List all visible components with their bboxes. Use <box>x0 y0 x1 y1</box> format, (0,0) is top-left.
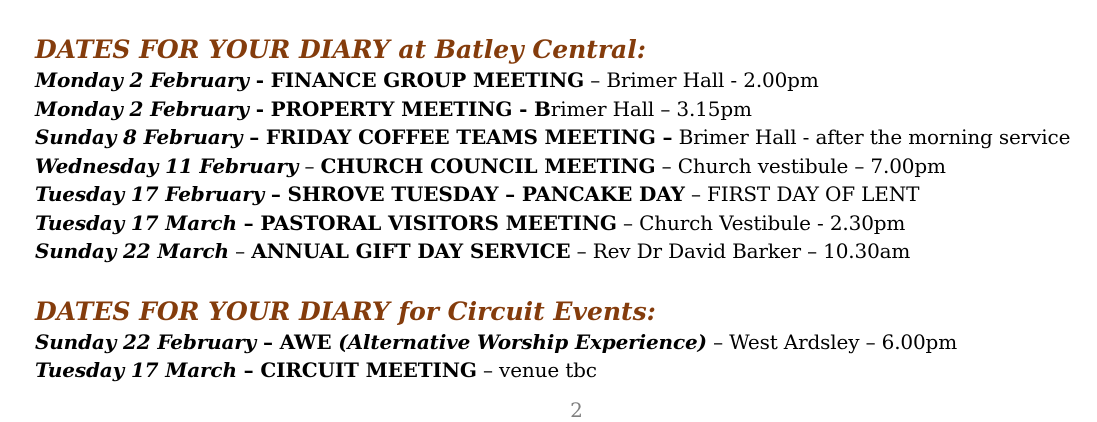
central-event-3 <box>35 123 1085 152</box>
event-title: ANNUAL GIFT DAY SERVICE <box>251 239 571 263</box>
circuit-event-2 <box>35 356 1085 385</box>
page-number: 2 <box>570 398 583 422</box>
circuit-event-1 <box>35 328 1085 357</box>
central-event-6 <box>35 209 1085 238</box>
event-detail: – Brimer Hall - 2.00pm <box>584 68 819 92</box>
event-detail: – Church Vestibule - 2.30pm <box>616 210 906 235</box>
event-detail: – Church vestibule – 7.00pm <box>655 153 946 178</box>
event-separator: – <box>298 153 321 178</box>
event-title-italic: (Alternative Worship Experience) <box>338 329 707 354</box>
event-separator: – <box>242 125 266 149</box>
event-detail: rimer Hall – 3.15pm <box>550 96 752 121</box>
event-date: Sunday 8 February <box>35 125 243 149</box>
event-separator: – <box>228 239 252 263</box>
central-event-7 <box>35 237 1085 266</box>
event-date: Tuesday 17 March <box>35 358 237 382</box>
event-title: CHURCH COUNCIL MEETING <box>320 153 656 178</box>
event-title: PROPERTY MEETING - B <box>270 96 551 121</box>
event-title: CIRCUIT MEETING <box>260 358 477 382</box>
section-spacer <box>35 266 1085 296</box>
central-heading: DATES FOR YOUR DIARY at Batley Central: <box>35 35 646 64</box>
central-event-2 <box>35 95 1085 124</box>
event-separator: - <box>248 96 271 121</box>
event-detail: – FIRST DAY OF LENT <box>684 182 920 206</box>
event-separator: – <box>256 329 280 354</box>
circuit-heading: DATES FOR YOUR DIARY for Circuit Events: <box>35 296 656 326</box>
event-separator: - <box>248 68 271 92</box>
event-detail: – Rev Dr David Barker – 10.30am <box>570 239 911 263</box>
event-separator: – <box>236 210 261 235</box>
event-date: Sunday 22 March <box>35 239 229 263</box>
diary-page <box>35 34 1085 385</box>
event-detail: – West Ardsley – 6.00pm <box>706 329 958 354</box>
event-detail: – venue tbc <box>476 358 597 382</box>
event-detail: Brimer Hall - after the morning service <box>672 125 1071 149</box>
event-title: PASTORAL VISITORS MEETING <box>260 210 617 235</box>
event-date: Tuesday 17 March <box>35 210 237 235</box>
event-title: SHROVE TUESDAY – PANCAKE DAY <box>287 182 685 206</box>
central-event-5 <box>35 180 1085 209</box>
event-date: Monday 2 February <box>35 96 249 121</box>
event-title: FINANCE GROUP MEETING <box>270 68 585 92</box>
event-date: Sunday 22 February <box>35 329 257 354</box>
event-date: Wednesday 11 February <box>35 153 299 178</box>
event-title-part: AWE <box>279 329 339 354</box>
central-event-4 <box>35 152 1085 181</box>
central-event-1 <box>35 66 1085 95</box>
event-separator: – <box>236 358 261 382</box>
event-date: Tuesday 17 February <box>35 182 265 206</box>
event-date: Monday 2 February <box>35 68 249 92</box>
event-separator: – <box>264 182 288 206</box>
event-title: FRIDAY COFFEE TEAMS MEETING – <box>265 125 673 149</box>
